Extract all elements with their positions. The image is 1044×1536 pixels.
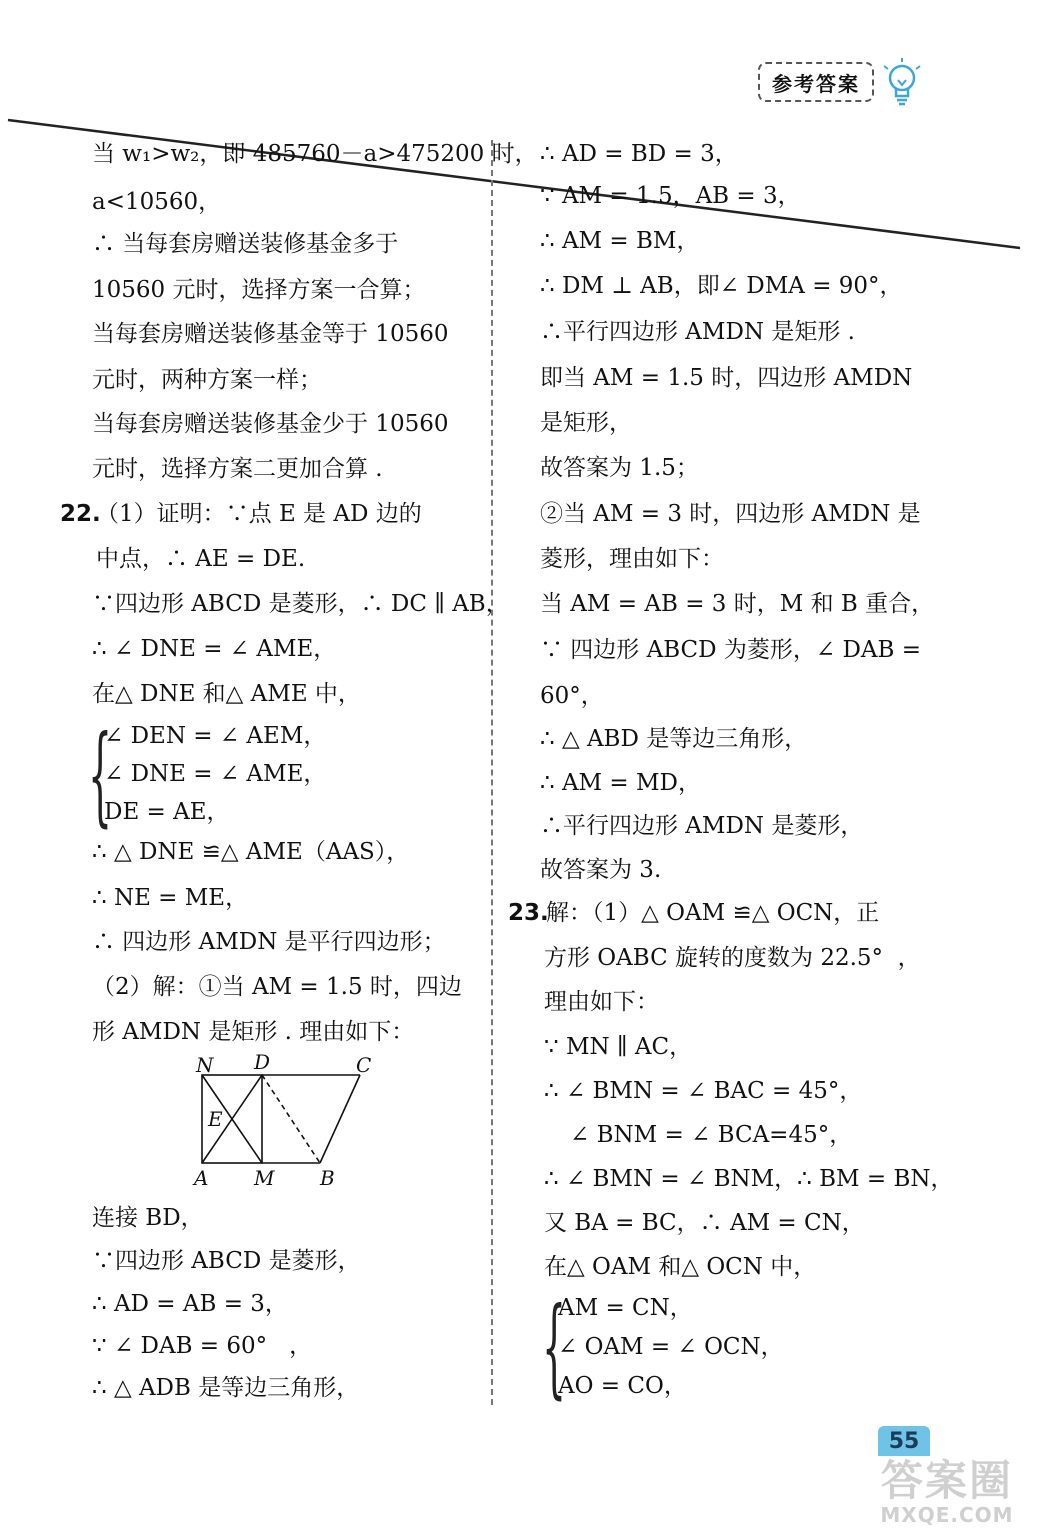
problem-22-number: 22.: [60, 501, 101, 527]
label-e: E: [208, 1107, 223, 1131]
problem-23-number: 23.: [508, 900, 549, 926]
text-line: 元时，选择方案二更加合算 .: [92, 456, 383, 482]
text-line: 当每套房赠送装修基金等于 10560: [92, 321, 449, 347]
text-line: ∴平行四边形 AMDN 是菱形，: [540, 813, 864, 839]
text-line: 当每套房赠送装修基金少于 10560: [92, 411, 449, 437]
text-line: ∴ △ ADB 是等边三角形，: [92, 1375, 360, 1401]
page-number-text: 55: [888, 1428, 920, 1454]
text-line: 形 AMDN 是矩形 . 理由如下：: [92, 1019, 415, 1045]
text-line: 方形 OABC 旋转的度数为 22.5° ，: [544, 945, 921, 971]
text-line: 在△ DNE 和△ AME 中，: [92, 681, 361, 707]
text-line: 连接 BD，: [92, 1205, 204, 1231]
text-line: 菱形，理由如下：: [540, 546, 724, 572]
text-line: ∴ 当每套房赠送装修基金多于: [92, 231, 399, 257]
label-b: B: [320, 1166, 335, 1190]
header-section-tab: [758, 62, 874, 102]
text-line: ∴ △ ABD 是等边三角形，: [540, 726, 808, 752]
text-line: 60°，: [540, 683, 604, 709]
text-line: 故答案为 3.: [540, 857, 662, 883]
watermark-line1: 答案圈: [880, 1456, 1013, 1505]
label-d: D: [254, 1050, 271, 1074]
text-line: ∵ ∠ DAB = 60° ，: [92, 1333, 313, 1359]
text-line: AO = CO，: [558, 1373, 687, 1399]
text-line: ∴ AD = BD = 3，: [540, 141, 738, 167]
text-line: ∴ △ DNE ≌△ AME（AAS），: [92, 839, 410, 865]
text-line: ∵ 四边形 ABCD 为菱形，∠ DAB =: [540, 637, 922, 663]
lightbulb-icon: [880, 58, 926, 108]
label-a: A: [194, 1166, 209, 1190]
text-line: 故答案为 1.5；: [540, 455, 699, 481]
site-watermark: [862, 1458, 1032, 1534]
text-line: 10560 元时，选择方案一合算；: [92, 277, 426, 303]
text-line: 即当 AM = 1.5 时，四边形 AMDN: [540, 365, 913, 391]
text-line: ②当 AM = 3 时，四边形 AMDN 是: [540, 501, 921, 527]
text-line: ∴ 四边形 AMDN 是平行四边形；: [92, 929, 446, 955]
text-line: ∠ BNM = ∠ BCA=45°，: [570, 1122, 853, 1148]
text-line: ∵ AM = 1.5，AB = 3，: [540, 183, 801, 209]
label-c: C: [356, 1053, 372, 1077]
text-line: 中点，∴ AE = DE.: [96, 546, 306, 572]
label-m: M: [254, 1166, 275, 1190]
text-line: ∵四边形 ABCD 是菱形，: [92, 1248, 361, 1274]
text-line: ∴ DM ⊥ AB，即∠ DMA = 90°，: [540, 273, 903, 299]
text-line: ∴平行四边形 AMDN 是矩形 .: [540, 319, 855, 345]
text-line: ∴ AM = MD，: [540, 770, 701, 796]
text-line: 元时，两种方案一样；: [92, 367, 322, 393]
text-line: ∴ ∠ DNE = ∠ AME，: [92, 636, 337, 662]
text-line: 解：（1）△ OAM ≌△ OCN，正: [546, 900, 880, 926]
text-line: 在△ OAM 和△ OCN 中，: [544, 1254, 817, 1280]
text-line: （2）解：①当 AM = 1.5 时，四边: [92, 974, 462, 1000]
text-line: ∠ OAM = ∠ OCN，: [558, 1334, 784, 1360]
text-line: 是矩形，: [540, 410, 632, 436]
header-tab-label: 参考答案: [772, 71, 860, 96]
geometry-figure: [192, 1050, 382, 1190]
text-line: ∠ DNE = ∠ AME，: [104, 761, 327, 787]
text-line: ∠ DEN = ∠ AEM，: [104, 723, 327, 749]
watermark-line2: MXQE.COM: [880, 1503, 1014, 1527]
text-line: 又 BA = BC，∴ AM = CN，: [544, 1210, 865, 1236]
text-line: ∴ ∠ BMN = ∠ BNM，∴ BM = BN，: [544, 1166, 954, 1192]
text-line: 理由如下：: [544, 989, 659, 1015]
text-line: ∴ AD = AB = 3，: [92, 1291, 288, 1317]
text-line: AM = CN，: [558, 1295, 693, 1321]
text-line: 当 w₁>w₂，即 485760－a>475200 时，: [92, 141, 538, 167]
text-line: ∴ ∠ BMN = ∠ BAC = 45°，: [544, 1078, 863, 1104]
text-line: ∵ MN ∥ AC，: [544, 1034, 693, 1060]
text-line: a<10560，: [92, 189, 222, 215]
text-line: ∵四边形 ABCD 是菱形，∴ DC ∥ AB，: [92, 591, 509, 617]
text-line: ∴ NE = ME，: [92, 885, 249, 911]
page-number: [878, 1426, 930, 1456]
label-n: N: [196, 1053, 214, 1077]
left-brace: {: [88, 713, 113, 838]
text-line: ∴ AM = BM，: [540, 228, 700, 254]
text-line: DE = AE，: [104, 799, 230, 825]
column-divider: [491, 140, 493, 1405]
left-brace: {: [542, 1285, 567, 1410]
text-line: （1）证明：∵点 E 是 AD 边的: [96, 501, 422, 527]
text-line: 当 AM = AB = 3 时，M 和 B 重合，: [540, 591, 935, 617]
